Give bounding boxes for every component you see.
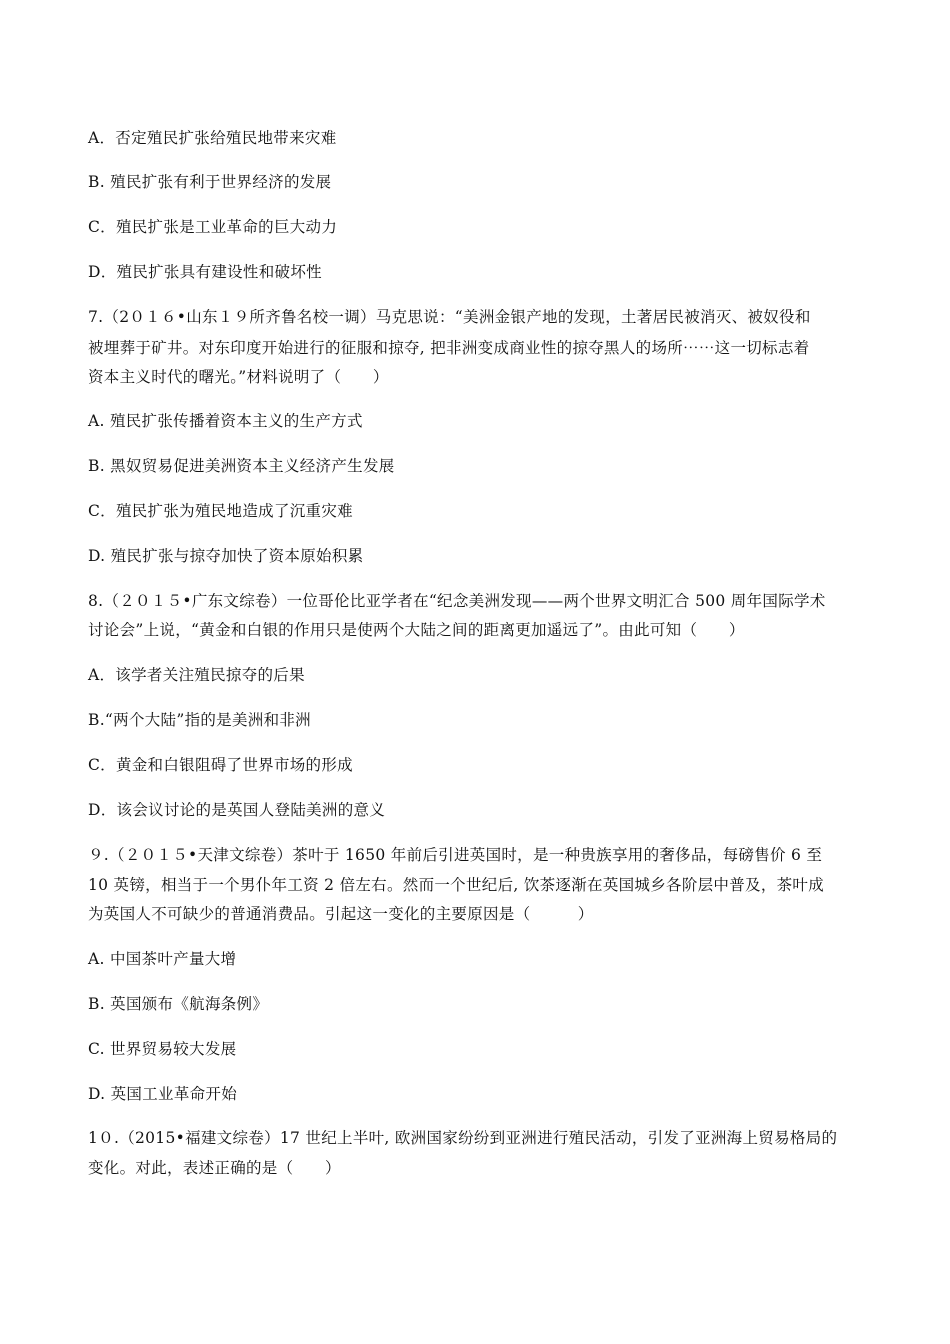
q9-option-c: C. 世界贸易较大发展 (88, 1040, 237, 1058)
q7-option-b: B. 黑奴贸易促进美洲资本主义经济产生发展 (88, 457, 395, 475)
q7-stem-line-1: 7.（2０１６•山东１９所齐鲁名校一调）马克思说：“美洲金银产地的发现，土著居民被消灭、被奴役和 (88, 308, 811, 326)
q7-option-c: C．殖民扩张为殖民地造成了沉重灾难 (88, 502, 353, 520)
q9-stem-line-1: ９.（２０１５•天津文综卷）茶叶于 1650 年前后引进英国时，是一种贵族享用的奢侈品，每磅售价 6 至 (88, 846, 823, 864)
q9-option-d: D. 英国工业革命开始 (88, 1085, 238, 1103)
q8-option-d: D．该会议讨论的是英国人登陆美洲的意义 (88, 801, 386, 819)
q6-option-b: B. 殖民扩张有利于世界经济的发展 (88, 173, 332, 191)
q8-stem-line-2: 讨论会”上说，“黄金和白银的作用只是使两个大陆之间的距离更加遥远了”。由此可知（ ） (88, 621, 745, 639)
q6-option-c: C．殖民扩张是工业革命的巨大动力 (88, 218, 338, 236)
q9-stem-line-2: 10 英镑，相当于一个男仆年工资 2 倍左右。然而一个世纪后, 饮茶逐渐在英国城乡各阶层中普及，茶叶成 (88, 876, 825, 894)
q7-option-d: D. 殖民扩张与掠夺加快了资本原始积累 (88, 547, 364, 565)
q8-option-a: A．该学者关注殖民掠夺的后果 (88, 666, 305, 684)
q9-option-a: A. 中国茶叶产量大增 (88, 950, 237, 968)
q8-option-b: B.“两个大陆”指的是美洲和非洲 (88, 711, 311, 729)
q6-option-a: A．否定殖民扩张给殖民地带来灾难 (88, 129, 337, 147)
q8-stem-line-1: 8.（２０１５•广东文综卷）一位哥伦比亚学者在“纪念美洲发现——两个世界文明汇合 500 周年国际学术 (88, 592, 826, 610)
q7-stem-line-2: 被埋葬于矿井。对东印度开始进行的征服和掠夺, 把非洲变成商业性的掠夺黑人的场所⋯⋯这一切标志着 (88, 339, 810, 357)
q9-option-b: B. 英国颁布《航海条例》 (88, 995, 269, 1013)
q6-option-d: D．殖民扩张具有建设性和破坏性 (88, 263, 322, 281)
q9-stem-line-3: 为英国人不可缺少的普通消费品。引起这一变化的主要原因是（ ） (88, 905, 594, 923)
q10-stem-line-2: 变化。对此，表述正确的是（ ） (88, 1159, 341, 1177)
q8-option-c: C．黄金和白银阻碍了世界市场的形成 (88, 756, 353, 774)
q10-stem-line-1: 1０.（2015•福建文综卷）17 世纪上半叶, 欧洲国家纷纷到亚洲进行殖民活动，引发了亚洲海上贸易格局的 (88, 1129, 838, 1147)
q7-stem-line-3: 资本主义时代的曙光。”材料说明了（ ） (88, 368, 389, 386)
q7-option-a: A. 殖民扩张传播着资本主义的生产方式 (88, 412, 363, 430)
